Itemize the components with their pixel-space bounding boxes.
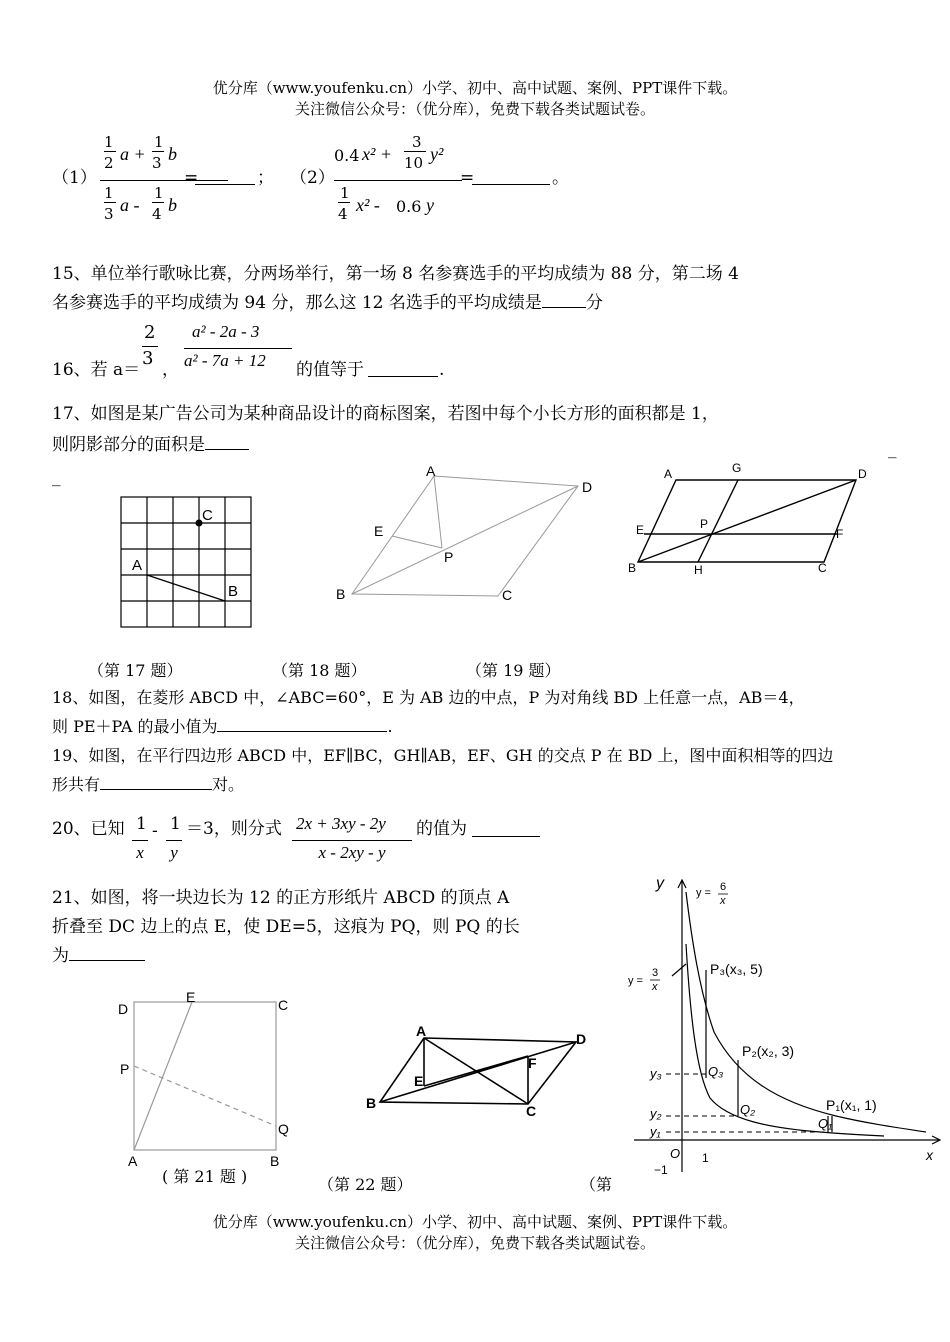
q14-part1-fraction: 1 2 a + 1 3 b 1 3 a - 1 4 b <box>100 134 228 235</box>
svg-text:y₁: y₁ <box>650 1124 661 1139</box>
figure-21-square <box>112 988 302 1168</box>
svg-text:B: B <box>336 586 346 602</box>
caption-22: （第 22 题） <box>318 1175 413 1194</box>
q18-line-2: 则 PE＋PA 的最小值为 . <box>52 712 393 742</box>
figure-23-hyperbola-graph <box>600 872 945 1182</box>
q14-part1-label: （1） <box>52 168 97 188</box>
header-line-2: 关注微信公众号：（优分库），免费下载各类试题试卷。 <box>294 100 655 118</box>
q14-answer-blank-1 <box>195 162 255 185</box>
caption-17: （第 17 题） <box>88 661 183 680</box>
q14-expressions: （1） 1 2 a + 1 3 b 1 3 a - 1 4 b = ； （2） 0.4 x² + 3 10 y² 1 4 x² - 0.6 y = 。 <box>52 130 652 240</box>
q21-line-2: 折叠至 DC 边上的点 E，使 DE=5，这痕为 PQ，则 PQ 的长 <box>52 917 520 937</box>
figure-17-grid <box>110 490 260 630</box>
svg-text:E: E <box>414 1073 424 1089</box>
q21-answer-blank <box>69 942 145 961</box>
svg-text:E: E <box>186 989 196 1005</box>
svg-text:P₃(x₃, 5): P₃(x₃, 5) <box>710 961 763 977</box>
svg-text:x: x <box>652 981 658 993</box>
q17-line-1: 17、如图是某广告公司为某种商品设计的商标图案，若图中每个小长方形的面积都是 1， <box>52 404 719 424</box>
svg-text:B: B <box>628 561 637 575</box>
caption-23-partial: （第 <box>580 1175 613 1194</box>
footer-line-2: 关注微信公众号：（优分库），免费下载各类试题试卷。 <box>294 1234 655 1252</box>
q17-line-2: 则阴影部分的面积是 <box>52 430 249 460</box>
q18-line-1: 18、如图，在菱形 ABCD 中，∠ABC=60°，E 为 AB 边的中点，P 为对角线 BD 上任意一点，AB＝4， <box>52 688 805 707</box>
label-C: C <box>202 507 213 524</box>
figure-22-parallelogram <box>362 1020 592 1120</box>
svg-text:B: B <box>270 1153 280 1168</box>
q17-answer-blank <box>205 431 249 450</box>
svg-text:P: P <box>700 517 709 531</box>
svg-text:E: E <box>374 523 384 539</box>
q15-answer-blank <box>542 289 586 308</box>
svg-text:1: 1 <box>702 1151 709 1165</box>
svg-text:y =: y = <box>628 975 643 987</box>
caption-18: （第 18 题） <box>272 661 367 680</box>
svg-text:P₁(x₁, 1): P₁(x₁, 1) <box>826 1097 877 1113</box>
label-A: A <box>132 557 143 574</box>
svg-text:C: C <box>526 1103 537 1119</box>
svg-text:y₂: y₂ <box>650 1106 662 1121</box>
svg-text:Q₂: Q₂ <box>740 1102 756 1117</box>
svg-text:−1: −1 <box>654 1163 668 1177</box>
svg-text:P₂(x₂, 3): P₂(x₂, 3) <box>742 1043 795 1059</box>
caption-19: （第 19 题） <box>466 661 561 680</box>
svg-text:Q₁: Q₁ <box>818 1116 833 1131</box>
q14-part2-label: （2） <box>290 168 335 188</box>
svg-text:y =: y = <box>696 887 711 899</box>
svg-text:x: x <box>720 895 726 907</box>
figure-19-parallelogram <box>626 462 886 582</box>
svg-text:3: 3 <box>652 967 659 979</box>
svg-text:y₃: y₃ <box>650 1066 662 1081</box>
footer-line-1: 优分库（www.youfenku.cn）小学、初中、高中试题、案例、PPT课件下载。 <box>212 1213 738 1231</box>
svg-text:A: A <box>426 463 436 479</box>
svg-text:O: O <box>670 1146 681 1161</box>
svg-text:F: F <box>528 1055 537 1071</box>
svg-text:Q: Q <box>278 1121 289 1137</box>
svg-text:B: B <box>366 1095 377 1111</box>
q14-answer-blank-2 <box>472 162 550 185</box>
q20-answer-blank <box>472 816 540 837</box>
svg-text:C: C <box>502 587 513 603</box>
svg-text:H: H <box>694 563 703 577</box>
svg-text:P: P <box>120 1061 130 1077</box>
caption-21: ( 第 21 题 ) <box>162 1167 248 1186</box>
svg-text:C: C <box>278 997 289 1013</box>
svg-text:A: A <box>416 1023 427 1039</box>
q14-part2-fraction: 0.4 x² + 3 10 y² 1 4 x² - 0.6 y <box>334 134 462 235</box>
svg-text:F: F <box>836 527 844 541</box>
q18-answer-blank <box>217 713 387 732</box>
q16: 16、若 a＝ 2 3 ， a² - 2a - 3 a² - 7a + 12 的值等于 . <box>52 322 445 380</box>
q21-line-3: 为 <box>52 941 145 971</box>
svg-text:D: D <box>118 1001 129 1017</box>
svg-text:A: A <box>128 1153 138 1168</box>
q19-line-1: 19、如图，在平行四边形 ABCD 中，EF∥BC，GH∥AB，EF、GH 的交点 P 在 BD 上，图中面积相等的四边 <box>52 746 834 765</box>
svg-text:Q₃: Q₃ <box>708 1064 724 1079</box>
svg-text:D: D <box>582 479 593 495</box>
svg-text:x: x <box>926 1147 933 1163</box>
svg-text:y: y <box>656 875 664 892</box>
figure-18-rhombus <box>330 460 610 610</box>
q20: 20、已知 1 x - 1 y ＝3，则分式 2x + 3xy - 2y x - 2xy - y 的值为 <box>52 808 572 870</box>
svg-text:6: 6 <box>720 881 727 893</box>
q19-line-2: 形共有 对。 <box>52 770 244 800</box>
q19-answer-blank <box>100 771 212 790</box>
svg-text:P: P <box>444 549 454 565</box>
q15-line-2: 名参赛选手的平均成绩为 94 分，那么这 12 名选手的平均成绩是 分 <box>52 288 603 318</box>
svg-text:E: E <box>636 523 645 537</box>
header-line-1: 优分库（www.youfenku.cn）小学、初中、高中试题、案例、PPT课件下载。 <box>212 79 738 97</box>
q16-answer-blank <box>368 356 438 377</box>
svg-text:D: D <box>858 467 867 481</box>
q15-line-1: 15、单位举行歌咏比赛，分两场举行，第一场 8 名参赛选手的平均成绩为 88 分，第二场 4 <box>52 264 739 284</box>
label-B: B <box>228 583 239 600</box>
svg-text:D: D <box>576 1031 587 1047</box>
q21-line-1: 21、如图，将一块边长为 12 的正方形纸片 ABCD 的顶点 A <box>52 888 510 908</box>
svg-text:A: A <box>664 467 673 481</box>
svg-text:C: C <box>818 561 827 575</box>
svg-text:G: G <box>732 462 742 475</box>
